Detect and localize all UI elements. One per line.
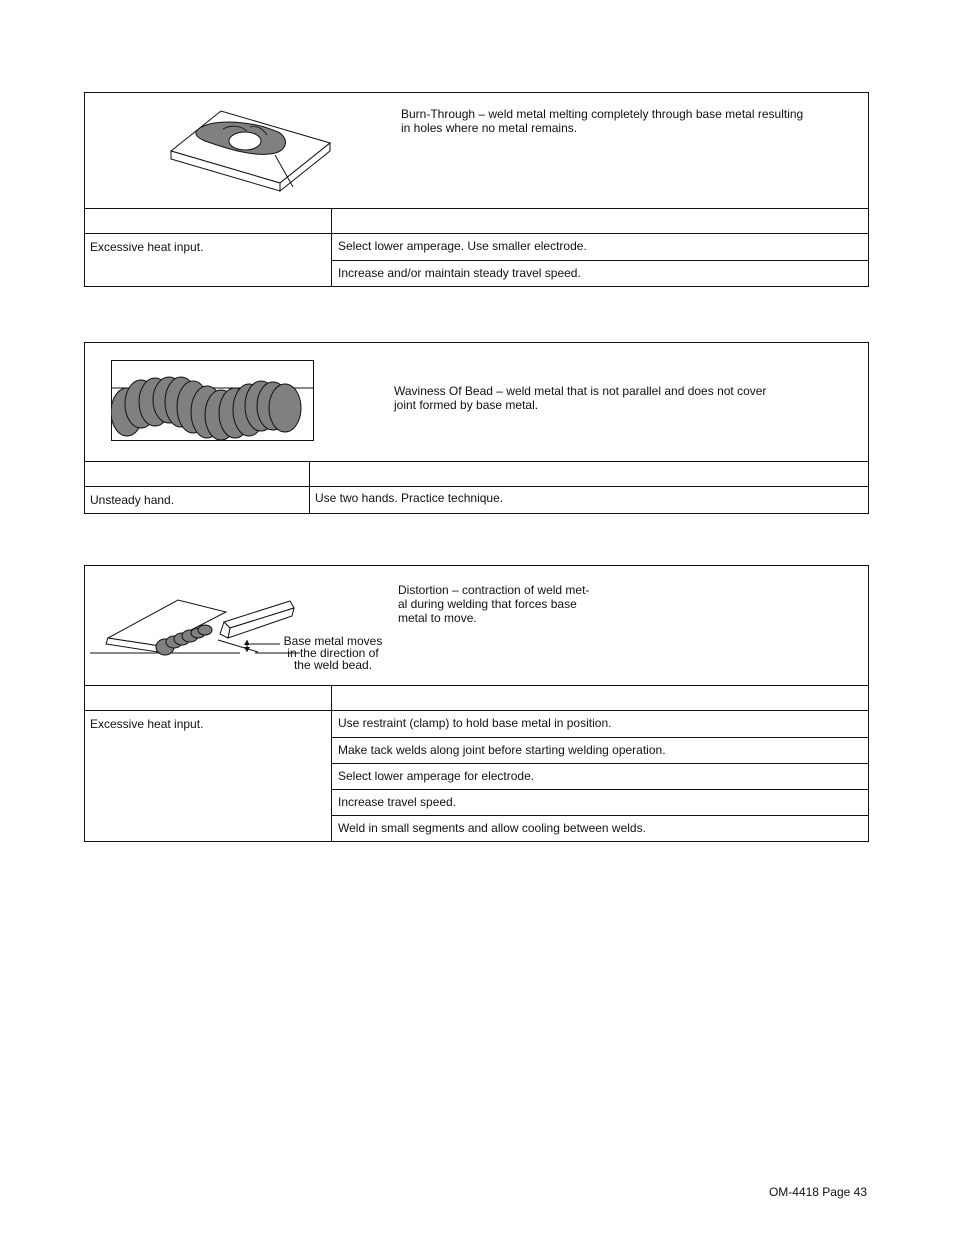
distortion-illustration-area — [85, 566, 868, 686]
distortion-remedies — [332, 711, 868, 841]
burn-through-illustration — [165, 103, 335, 193]
burn-through-header-row — [85, 209, 868, 234]
distortion-cause: Excessive heat input. — [85, 711, 332, 841]
distortion-callout: Base metal moves in the direction of the weld bead. — [283, 634, 383, 672]
burn-through-cause: Excessive heat input. — [85, 234, 332, 286]
burn-through-section — [84, 92, 869, 287]
remedy-item: Increase and/or maintain steady travel speed. — [332, 260, 868, 286]
remedy-item: Increase travel speed. — [332, 789, 868, 815]
burn-through-rows — [85, 234, 868, 286]
waviness-header-row — [85, 462, 868, 487]
page-footer: OM-4418 Page 43 — [768, 1185, 867, 1199]
waviness-illustration — [111, 360, 315, 442]
distortion-illustration — [90, 596, 300, 658]
distortion-section — [84, 565, 869, 842]
burn-through-illustration-area — [85, 93, 868, 209]
remedy-item: Select lower amperage. Use smaller electrode. — [338, 239, 587, 253]
waviness-cause: Unsteady hand. — [85, 487, 310, 513]
distortion-header-row — [85, 686, 868, 711]
waviness-rows — [85, 487, 868, 513]
remedy-item: Use restraint (clamp) to hold base metal in position. — [338, 716, 612, 730]
remedy-item: Select lower amperage for electrode. — [332, 763, 868, 789]
waviness-description: Waviness Of Bead – weld metal that is not parallel and does not cover joint formed by base metal. — [394, 384, 767, 412]
burn-through-remedies — [332, 234, 868, 286]
waviness-remedies — [310, 487, 868, 513]
remedy-item: Make tack welds along joint before starting welding operation. — [332, 737, 868, 763]
waviness-illustration-area — [85, 343, 868, 462]
distortion-rows — [85, 711, 868, 841]
remedy-item: Use two hands. Practice technique. — [315, 491, 504, 505]
remedy-item: Weld in small segments and allow cooling between welds. — [332, 815, 868, 841]
distortion-description: Distortion – contraction of weld met- al during welding that forces base metal to move. — [398, 583, 590, 625]
burn-through-description: Burn-Through – weld metal melting completely through base metal resulting in holes where no metal remains. — [401, 107, 804, 135]
waviness-section — [84, 342, 869, 514]
